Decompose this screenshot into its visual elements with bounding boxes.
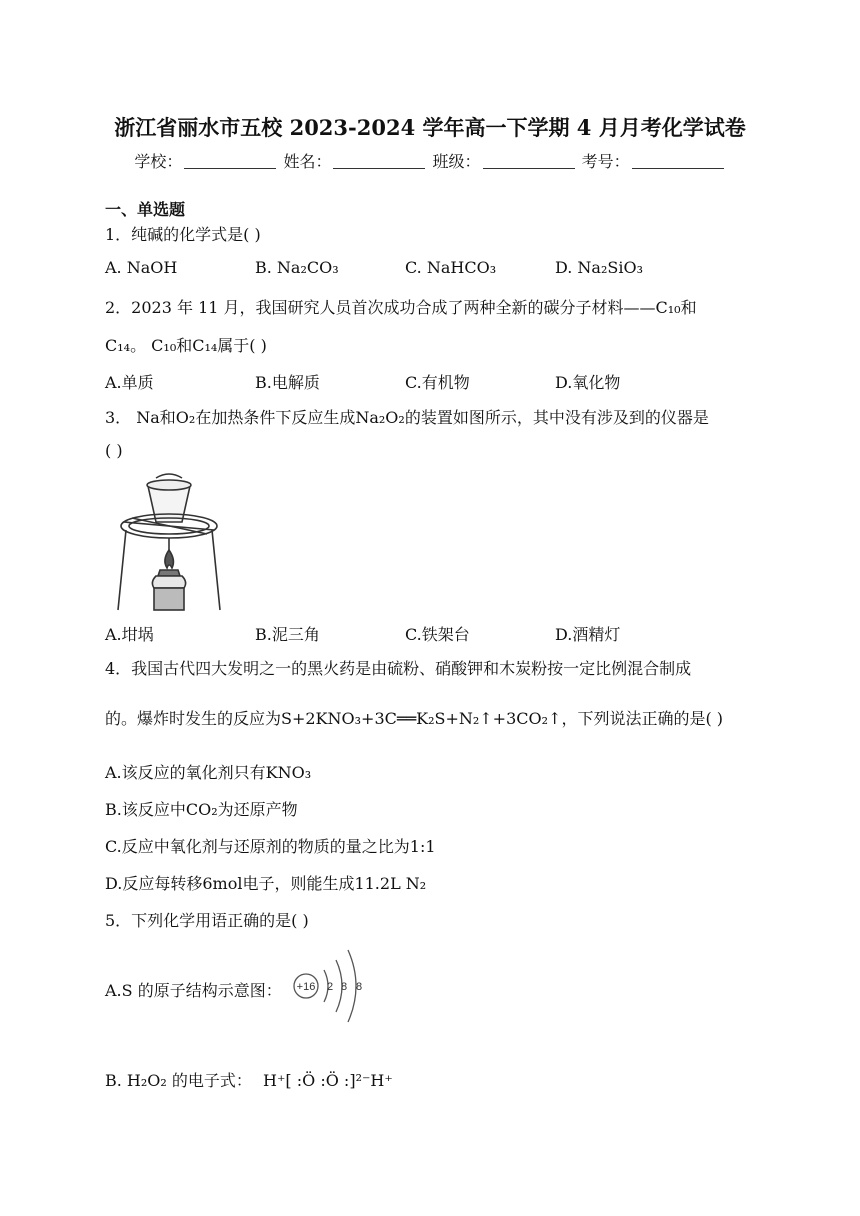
q3-option-a[interactable]: A.坩埚 xyxy=(105,625,154,644)
class-label: 班级： xyxy=(432,152,481,171)
shell-2-count: 8 xyxy=(340,981,348,993)
q3-option-b[interactable]: B.泥三角 xyxy=(255,625,320,644)
id-label: 考号： xyxy=(581,152,630,171)
class-blank[interactable] xyxy=(483,153,575,169)
q4-option-a[interactable]: A.该反应的氧化剂只有KNO₃ xyxy=(105,763,312,782)
school-blank[interactable] xyxy=(184,153,276,169)
q2-stem-line1: 2．2023 年 11 月，我国研究人员首次成功合成了两种全新的碳分子材料——C₁₀和 xyxy=(105,298,697,317)
shell-3-count: 8 xyxy=(355,981,363,993)
q4-option-d[interactable]: D.反应每转移6mol电子，则能生成11.2L N₂ xyxy=(105,874,427,893)
exam-title: 浙江省丽水市五校 2023-2024 学年高一下学期 4 月月考化学试卷 xyxy=(114,115,746,140)
section-title: 一、单选题 xyxy=(105,200,186,219)
q2-option-b[interactable]: B.电解质 xyxy=(255,373,320,392)
q1-stem: 1．纯碱的化学式是( ) xyxy=(105,225,261,244)
student-info-line xyxy=(0,149,860,172)
q1-option-c[interactable]: C. NaHCO₃ xyxy=(405,258,497,277)
q1-option-a[interactable]: A. NaOH xyxy=(105,258,178,277)
q5-option-a[interactable]: A.S 的原子结构示意图： xyxy=(105,981,282,1000)
nucleus-charge: +16 xyxy=(296,981,316,993)
q3-option-c[interactable]: C.铁架台 xyxy=(405,625,470,644)
shell-1-count: 2 xyxy=(326,981,334,993)
q4-stem-line2: 的。爆炸时发生的反应为S+2KNO₃+3C══K₂S+N₂↑+3CO₂↑，下列说法正确的是( ) xyxy=(105,709,724,728)
q4-stem-line1: 4．我国古代四大发明之一的黑火药是由硫粉、硝酸钾和木炭粉按一定比例混合制成 xyxy=(105,659,692,678)
sulfur-atom-structure-diagram xyxy=(288,940,378,1032)
q1-option-b[interactable]: B. Na₂CO₃ xyxy=(255,258,339,277)
apparatus-figure xyxy=(112,472,227,614)
q3-option-d[interactable]: D.酒精灯 xyxy=(555,625,621,644)
q5-stem: 5．下列化学用语正确的是( ) xyxy=(105,911,309,930)
q3-stem-line2: ( ) xyxy=(105,441,123,460)
q4-option-b[interactable]: B.该反应中CO₂为还原产物 xyxy=(105,800,298,819)
q5-option-b-label: B. H₂O₂ 的电子式： xyxy=(105,1071,252,1090)
q2-stem-line2: C₁₄。 C₁₀和C₁₄属于( ) xyxy=(105,336,267,355)
q1-option-d[interactable]: D. Na₂SiO₃ xyxy=(555,258,643,277)
q2-option-c[interactable]: C.有机物 xyxy=(405,373,470,392)
name-blank[interactable] xyxy=(333,153,425,169)
id-blank[interactable] xyxy=(632,153,724,169)
h2o2-electron-formula: H⁺[ :Ö :Ö :]²⁻H⁺ xyxy=(263,1071,393,1090)
school-label: 学校： xyxy=(134,152,183,171)
q2-option-a[interactable]: A.单质 xyxy=(105,373,154,392)
q4-option-c[interactable]: C.反应中氧化剂与还原剂的物质的量之比为1:1 xyxy=(105,837,436,856)
q5-option-b[interactable] xyxy=(105,1068,393,1091)
q3-stem-line1: 3． Na和O₂在加热条件下反应生成Na₂O₂的装置如图所示，其中没有涉及到的仪器是 xyxy=(105,408,709,427)
name-label: 姓名： xyxy=(283,152,332,171)
q2-option-d[interactable]: D.氧化物 xyxy=(555,373,621,392)
